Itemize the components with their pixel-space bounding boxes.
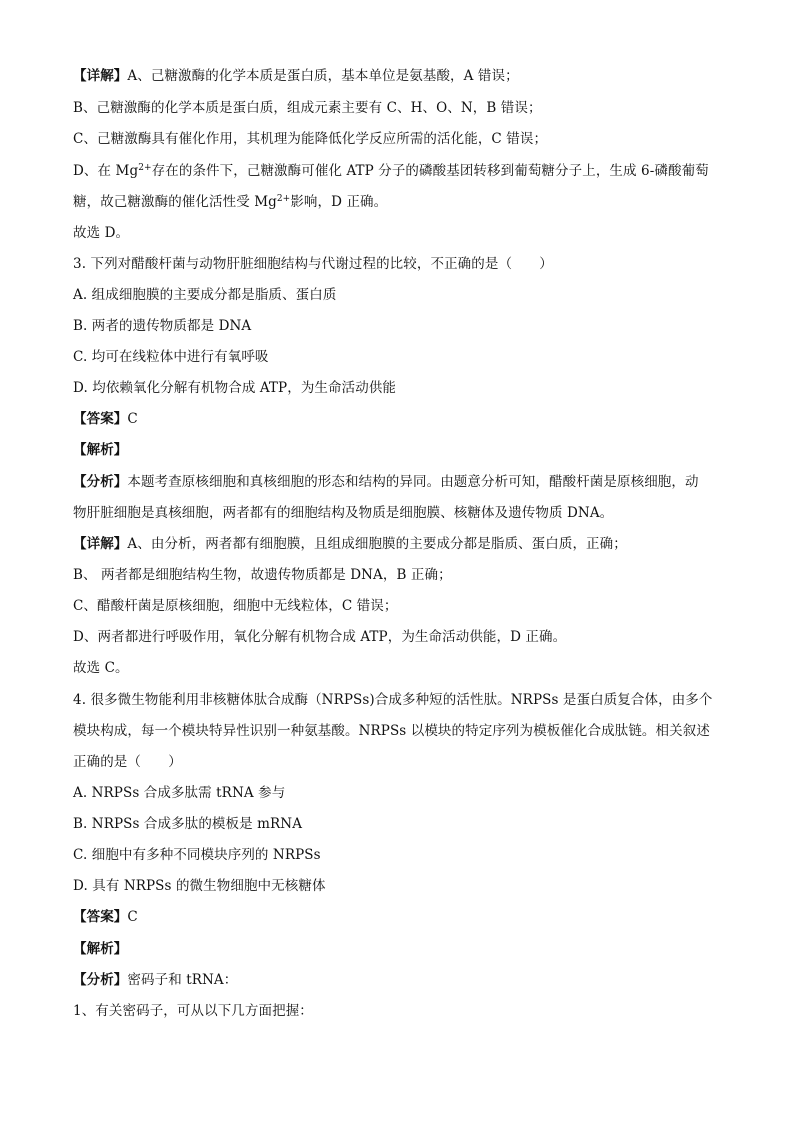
q3-option-c: C. 均可在线粒体中进行有氧呼吸	[73, 349, 269, 365]
q3-fenxi-line2: 物肝脏细胞是真核细胞，两者都有的细胞结构及物质是细胞膜、核糖体及遗传物质 DNA。	[73, 505, 614, 521]
q2-detail-d-line2: 糖，故己糖激酶的催化活性受 $Mg^{2+}$影响，D 正确。	[73, 194, 388, 210]
q4-answer: 【答案】C	[73, 909, 138, 925]
q2-detail-c: C、己糖激酶具有催化作用，其机理为能降低化学反应所需的活化能，C 错误；	[73, 131, 548, 147]
q3-option-b: B. 两者的遗传物质都是 DNA	[73, 318, 252, 334]
q3-detail-a: 【详解】A、由分析，两者都有细胞膜，且组成细胞膜的主要成分都是脂质、蛋白质，正确；	[73, 536, 627, 552]
q4-option-c: C. 细胞中有多种不同模块序列的 NRPSs	[73, 847, 321, 863]
q4-stem-line3: 正确的是（ ）	[73, 754, 182, 770]
q3-detail-b: B、 两者都是细胞结构生物，故遗传物质都是 DNA，B 正确；	[73, 567, 452, 583]
q2-conclusion: 故选 D。	[73, 225, 130, 241]
detail-tag: 【详解】	[73, 68, 128, 84]
q3-option-a: A. 组成细胞膜的主要成分都是脂质、蛋白质	[73, 287, 337, 303]
q4-option-d: D. 具有 NRPSs 的微生物细胞中无核糖体	[73, 878, 326, 894]
q4-point1: 1、有关密码子，可从以下几方面把握：	[73, 1003, 313, 1019]
q4-option-a: A. NRPSs 合成多肽需 tRNA 参与	[73, 785, 286, 801]
q3-answer: 【答案】C	[73, 411, 138, 427]
q3-conclusion: 故选 C。	[73, 660, 129, 676]
q4-analysis-heading: 【解析】	[73, 941, 128, 957]
q2-detail-b: B、己糖激酶的化学本质是蛋白质，组成元素主要有 C、H、O、N，B 错误；	[73, 100, 542, 116]
q3-fenxi-line1: 【分析】本题考查原核细胞和真核细胞的形态和结构的异同。由题意分析可知，醋酸杆菌是原核细胞，动	[73, 474, 699, 490]
q2-detail-a: 【详解】A、己糖激酶的化学本质是蛋白质，基本单位是氨基酸，A 错误；	[73, 68, 519, 84]
q4-stem-line1: 4. 很多微生物能利用非核糖体肽合成酶（NRPSs)合成多种短的活性肽。NRPSs 是蛋白质复合体，由多个	[73, 692, 713, 708]
q4-fenxi: 【分析】密码子和 tRNA：	[73, 972, 238, 988]
q2-detail-d-line1: D、在 $Mg^{2+}$存在的条件下，己糖激酶可催化 ATP 分子的磷酸基团转移到葡萄糖分子上，生成 6-磷酸葡萄	[73, 163, 709, 179]
q3-detail-d: D、两者都进行呼吸作用，氧化分解有机物合成 ATP，为生命活动供能，D 正确。	[73, 629, 567, 645]
q3-option-d: D. 均依赖氧化分解有机物合成 ATP，为生命活动供能	[73, 380, 397, 396]
q3-stem: 3. 下列对醋酸杆菌与动物肝脏细胞结构与代谢过程的比较，不正确的是（ ）	[73, 256, 553, 272]
q4-stem-line2: 模块构成，每一个模块特异性识别一种氨基酸。NRPSs 以模块的特定序列为模板催化合成肽链。相关叙述	[73, 723, 710, 739]
q4-option-b: B. NRPSs 合成多肽的模板是 mRNA	[73, 816, 303, 832]
q3-analysis-heading: 【解析】	[73, 442, 128, 458]
q3-detail-c: C、醋酸杆菌是原核细胞，细胞中无线粒体，C 错误；	[73, 598, 398, 614]
